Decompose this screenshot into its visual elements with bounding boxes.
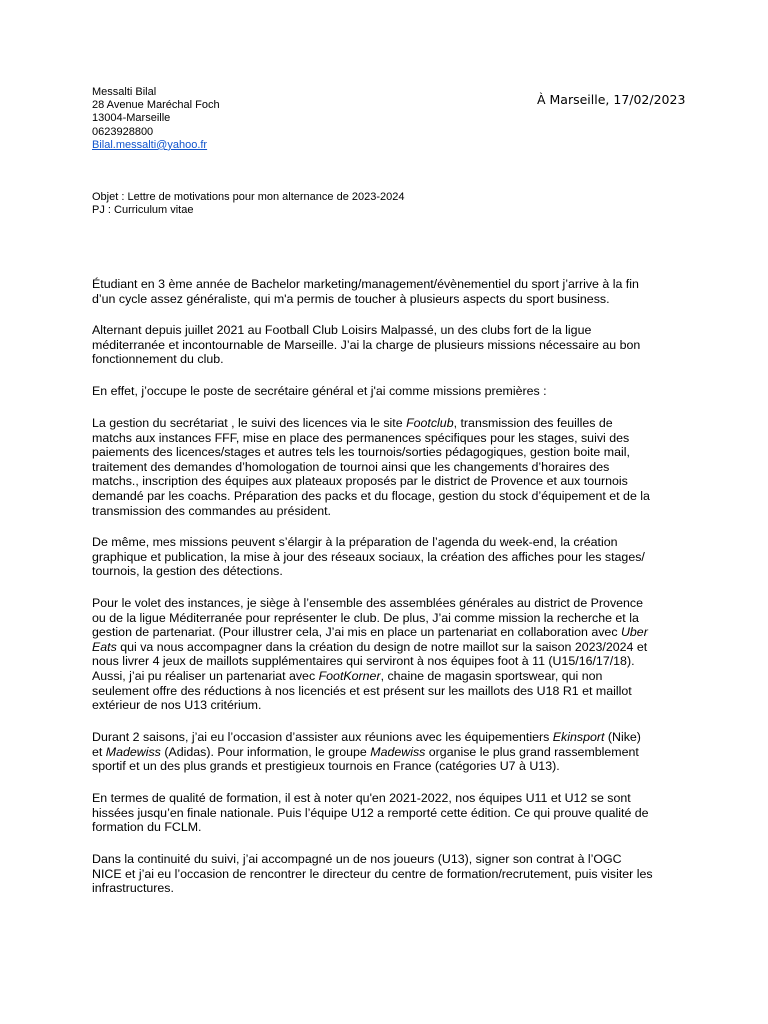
text-fragment: , chaine de magasin sportswear, qui non — [380, 668, 603, 683]
text-fragment: Aussi, j’ai pu réaliser un partenariat avec — [92, 668, 319, 683]
text-fragment: La gestion du secrétariat , le suivi des licences via le site — [92, 416, 407, 430]
letter-date: À Marseille, 17/02/2023 — [537, 92, 686, 107]
paragraph-equipment-suppliers — [92, 730, 641, 774]
text-line: d’un cycle assez généraliste, qui m'a permis de toucher à plusieurs aspects du sport business. — [92, 291, 610, 306]
paragraph-intro — [92, 277, 639, 306]
text-line: En effet, j’occupe le poste de secrétaire général et j'ai comme missions premières : — [92, 384, 547, 398]
paragraph-missions — [92, 416, 650, 518]
text-line — [92, 745, 641, 760]
text-line: méditerranée et incontournable de Marseille. J’ai la charge de plusieurs missions nécessaire au bon — [92, 337, 641, 352]
ekinsport-italic: Ekinsport — [552, 730, 605, 744]
text-line — [92, 640, 648, 655]
text-line: Dans la continuité du suivi, j’ai accompagné un de nos joueurs (U13), signer son contrat à l’OGC — [92, 852, 622, 866]
madewiss-italic: Madewiss — [370, 744, 426, 759]
paragraph-role — [92, 384, 547, 399]
text-line — [92, 416, 650, 431]
text-line: infrastructures. — [92, 881, 174, 896]
eats-italic: Eats — [92, 639, 117, 654]
text-line: extérieur de nos U13 critérium. — [92, 698, 262, 713]
text-line: nous livrer 4 jeux de maillots supplémentaires qui serviront à nos équipes foot à 11 (U15/16/17/18). — [92, 654, 635, 669]
text-line: En termes de qualité de formation, il est à noter qu'en 2021-2022, nos équipes U11 et U12 se sont — [92, 791, 631, 805]
text-line: graphique et publication, la mise à jour des réseaux sociaux, la création des affiches pour les stages/ — [92, 549, 645, 564]
footkorner-italic: FootKorner — [318, 668, 381, 683]
subject-block — [92, 191, 404, 218]
text-line: Étudiant en 3 ème année de Bachelor marketing/management/évènementiel du sport j’arrive à la fin — [92, 277, 639, 291]
sender-address-block — [92, 86, 220, 152]
sender-name: Messalti Bilal — [92, 86, 157, 98]
text-line: ou de la ligue Méditerranée pour représenter le club. De plus, J’ai comme mission la recherche et la — [92, 610, 639, 625]
text-line: seulement offre des réductions à nos licenciés et est présent sur les maillots des U18 R1 et maillot — [92, 683, 632, 698]
text-line — [92, 669, 648, 684]
paragraph-instances-partnerships — [92, 596, 648, 713]
uber-italic: Uber — [620, 625, 648, 640]
text-fragment: Durant 2 saisons, j’ai eu l’occasion d’assister aux réunions avec les équipementiers — [92, 730, 553, 744]
text-line: fonctionnement du club. — [92, 352, 224, 367]
paragraph-training-quality — [92, 791, 649, 835]
text-fragment: gestion de partenariat. (Pour illustrer cela, J’ai mis en place un partenariat en collaboration avec — [92, 625, 621, 640]
paragraph-extended-missions — [92, 535, 645, 579]
text-fragment: qui va nous accompagner dans la création du design de notre maillot sur la saison 2023/2024 et — [116, 639, 648, 654]
text-line: matchs aux instances FFF, mise en place des permanences spécifiques pour les stages, suivi des — [92, 430, 630, 445]
sender-phone: 0623928800 — [92, 125, 154, 138]
paragraph-player-followup — [92, 852, 653, 896]
text-line: Pour le volet des instances, je siège à l’ensemble des assemblées générales au district de Provence — [92, 596, 644, 610]
paragraph-alternance — [92, 323, 640, 367]
sender-street: 28 Avenue Maréchal Foch — [92, 99, 220, 112]
text-fragment: (Adidas). Pour information, le groupe — [160, 744, 371, 759]
text-line: sportif et un des plus grands et prestigieux tournois en France (catégories U7 à U13). — [92, 759, 560, 774]
text-line: tournois, la gestion des détections. — [92, 564, 283, 579]
text-line: hissées jusqu’en finale nationale. Puis l’équipe U12 a remporté cette édition. Ce qui prouve qualité de — [92, 805, 649, 820]
text-line: paiements des licences/stages et autres tels les tournois/sorties pédagogiques, gestion boite mail, — [92, 445, 630, 460]
text-line: NICE et j’ai eu l’occasion de rencontrer le directeur du centre de formation/recrutement, puis visiter les — [92, 866, 653, 881]
madewiss-italic: Madewiss — [105, 744, 161, 759]
text-line: formation du FCLM. — [92, 820, 202, 835]
footclub-italic: Footclub — [406, 416, 454, 430]
text-fragment: (Nike) — [604, 730, 641, 744]
sender-city: 13004-Marseille — [92, 112, 171, 125]
sender-email-link[interactable]: Bilal.messalti@yahoo.fr — [92, 138, 208, 151]
text-line: traitement des demandes d’homologation de tournoi ainsi que les changements d’horaires des — [92, 459, 610, 474]
text-fragment: , transmission des feuilles de — [453, 416, 613, 430]
text-line: transmission des commandes au président. — [92, 503, 331, 518]
text-line: matchs., inscription des équipes aux plateaux proposés par le district de Provence et aux tournois — [92, 474, 628, 489]
text-fragment: et — [92, 744, 106, 759]
subject-line: Objet : Lettre de motivations pour mon alternance de 2023-2024 — [92, 191, 405, 203]
text-fragment: organise le plus grand rassemblement — [425, 744, 639, 759]
text-line — [92, 730, 641, 745]
text-line — [92, 625, 648, 640]
text-line: De même, mes missions peuvent s’élargir à la préparation de l’agenda du week-end, la création — [92, 535, 618, 549]
attachment-line: PJ : Curriculum vitae — [92, 204, 194, 217]
text-line: demandé par les coachs. Préparation des packs et du flocage, gestion du stock d’équipement et de la — [92, 488, 650, 503]
text-line: Alternant depuis juillet 2021 au Football Club Loisirs Malpassé, un des clubs fort de la ligue — [92, 323, 592, 337]
